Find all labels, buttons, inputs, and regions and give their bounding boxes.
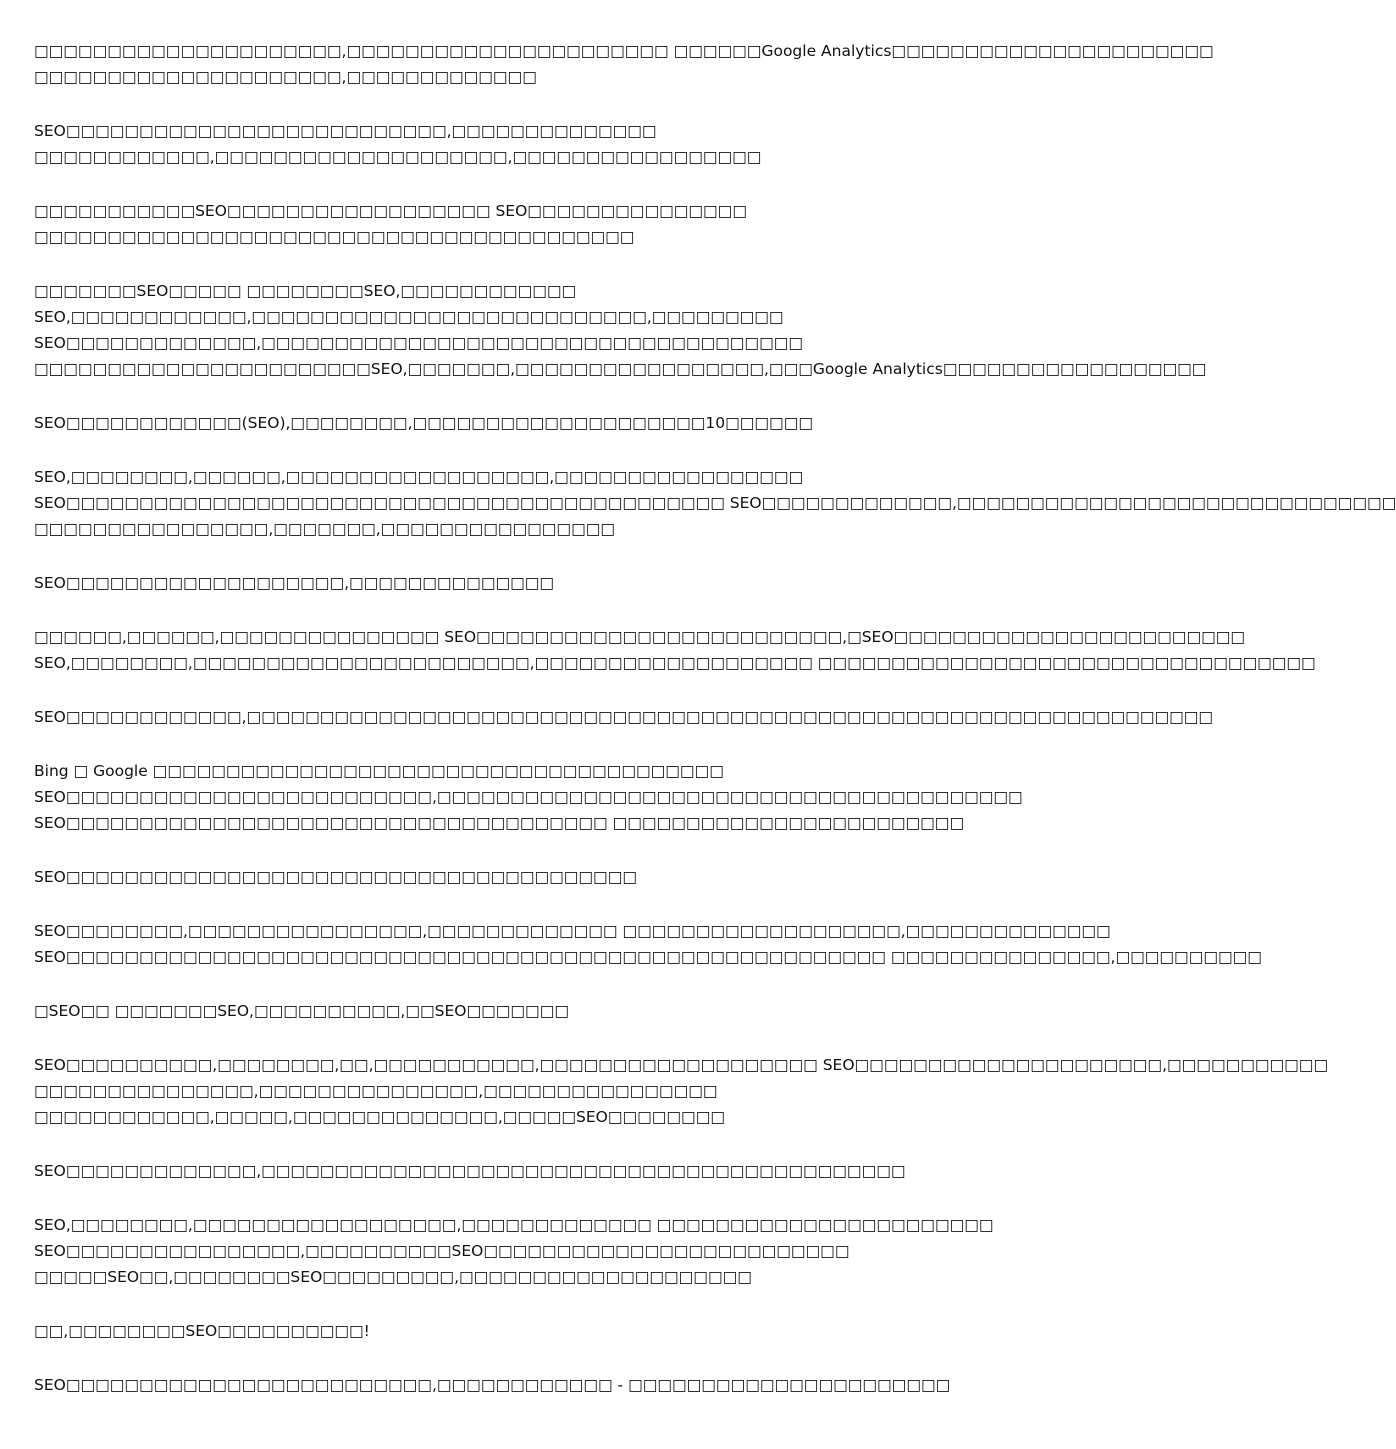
text-line: □□,□□□□□□□□SEO□□□□□□□□□□! xyxy=(34,1322,370,1340)
paragraph xyxy=(34,704,1214,730)
text-line: □□□□□□□□□□□SEO□□□□□□□□□□□□□□□□□□ SEO□□□□□□□□□□□□□□□ xyxy=(34,202,747,220)
text-line: SEO□□□□□□□□□□□□(SEO),□□□□□□□□,□□□□□□□□□□□□□□□□□□□□10□□□□□□ xyxy=(34,414,813,432)
paragraph xyxy=(34,1158,994,1184)
text-line: SEO,□□□□□□□□□□□□,□□□□□□□□□□□□□□□□□□□□□□□□□□□,□□□□□□□□□ xyxy=(34,308,784,326)
text-line: SEO,□□□□□□□□,□□□□□□□□□□□□□□□□□□□□□□□,□□□□□□□□□□□□□□□□□□□ □□□□□□□□□□□□□□□□□□□□□□□□□□□□□□□□□□ xyxy=(34,654,1316,672)
paragraph xyxy=(34,464,1396,542)
text-line: SEO□□□□□□□□□□□□□,□□□□□□□□□□□□□□□□□□□□□□□□□□□□□□□□□□□□□□□□□□□□ xyxy=(34,1162,906,1180)
paragraph xyxy=(34,624,1316,676)
text-line: □□□□□□□□□□□□□□□□□□□□□,□□□□□□□□□□□□□□□□□□□□□□ □□□□□□Google Analytics□□□□□□□□□□□□□□□□□□□□□□ xyxy=(34,42,1214,60)
paragraph xyxy=(34,1212,994,1290)
text-line: SEO□□□□□□□□□□,□□□□□□□□,□□,□□□□□□□□□□□,□□□□□□□□□□□□□□□□□□□ SEO□□□□□□□□□□□□□□□□□□□□□,□□□□□□□□□□□ xyxy=(34,1056,1329,1074)
text-line: □□□□□□□□□□□□□□□□□□□□□,□□□□□□□□□□□□□ xyxy=(34,68,537,86)
text-line: □□□□□□□SEO□□□□□ □□□□□□□□SEO,□□□□□□□□□□□□ xyxy=(34,282,577,300)
text-line: □□□□□SEO□□,□□□□□□□□SEO□□□□□□□□□,□□□□□□□□□□□□□□□□□□□□ xyxy=(34,1268,752,1286)
text-line: SEO□□□□□□□□□□□□□□□□□□□□□□□□□□□□□□□□□□□□□ □□□□□□□□□□□□□□□□□□□□□□□□ xyxy=(34,814,965,832)
text-line: SEO□□□□□□□□□□□□□□□□□□□□□□□□□,□□□□□□□□□□□□□□□□□□□□□□□□□□□□□□□□□□□□□□□□ xyxy=(34,788,1023,806)
paragraph xyxy=(34,1372,994,1398)
text-line: SEO□□□□□□□□□□□□□,□□□□□□□□□□□□□□□□□□□□□□□□□□□□□□□□□□□□□ xyxy=(34,334,803,352)
text-line: □□□□□□□□□□□□□□□,□□□□□□□□□□□□□□□,□□□□□□□□□□□□□□□□ xyxy=(34,1082,718,1100)
text-line: □□□□□□□□□□□□,□□□□□,□□□□□□□□□□□□□□,□□□□□SEO□□□□□□□□ xyxy=(34,1108,725,1126)
text-line: SEO□□□□□□□□□□□□□□□□,□□□□□□□□□□SEO□□□□□□□□□□□□□□□□□□□□□□□□□ xyxy=(34,1242,850,1260)
paragraph xyxy=(34,38,1214,90)
text-line: □□□□□□□□□□□□,□□□□□□□□□□□□□□□□□□□□,□□□□□□□□□□□□□□□□□ xyxy=(34,148,762,166)
text-line: SEO,□□□□□□□□,□□□□□□,□□□□□□□□□□□□□□□□□□,□□□□□□□□□□□□□□□□□ xyxy=(34,468,804,486)
paragraph xyxy=(34,1318,994,1344)
paragraph xyxy=(34,410,994,436)
paragraph xyxy=(34,1052,1329,1130)
paragraph xyxy=(34,278,1207,382)
text-line: Bing □ Google □□□□□□□□□□□□□□□□□□□□□□□□□□□□□□□□□□□□□□□ xyxy=(34,762,724,780)
text-line: □□□□□□□□□□□□□□□□□□□□□□□SEO,□□□□□□□,□□□□□□□□□□□□□□□□□,□□□Google Analytics□□□□□□□□□□□□□□□□□□ xyxy=(34,360,1207,378)
text-line: SEO□□□□□□□□□□□□□□□□□□□□□□□□□□,□□□□□□□□□□□□□□ xyxy=(34,122,657,140)
text-line: SEO□□□□□□□□□□□□□□□□□□□□□□□□□□□□□□□□□□□□□□□□□□□□□ SEO□□□□□□□□□□□□□,□□□□□□□□□□□□□□□□□□□□□□□□□□□□□□ xyxy=(34,494,1396,512)
text-line: SEO,□□□□□□□□,□□□□□□□□□□□□□□□□□□,□□□□□□□□□□□□□ □□□□□□□□□□□□□□□□□□□□□□□ xyxy=(34,1216,994,1234)
text-line: SEO□□□□□□□□,□□□□□□□□□□□□□□□□,□□□□□□□□□□□□□ □□□□□□□□□□□□□□□□□□□,□□□□□□□□□□□□□□ xyxy=(34,922,1111,940)
text-line: SEO□□□□□□□□□□□□□□□□□□□□□□□□□,□□□□□□□□□□□□ - □□□□□□□□□□□□□□□□□□□□□□ xyxy=(34,1376,951,1394)
text-line: □SEO□□ □□□□□□□SEO,□□□□□□□□□□,□□SEO□□□□□□□ xyxy=(34,1002,569,1020)
paragraph xyxy=(34,758,1023,836)
paragraph xyxy=(34,570,994,596)
text-line: □□□□□□□□□□□□□□□□,□□□□□□□,□□□□□□□□□□□□□□□□ xyxy=(34,520,616,538)
text-line: SEO□□□□□□□□□□□□□□□□□□□□□□□□□□□□□□□□□□□□□□□ xyxy=(34,868,637,886)
paragraph xyxy=(34,918,1262,970)
text-line: SEO□□□□□□□□□□□□□□□□□□□□□□□□□□□□□□□□□□□□□□□□□□□□□□□□□□□□□□□□ □□□□□□□□□□□□□□□,□□□□□□□□□□ xyxy=(34,948,1262,966)
paragraph xyxy=(34,118,994,170)
paragraph xyxy=(34,998,994,1024)
text-line: □□□□□□,□□□□□□,□□□□□□□□□□□□□□□ SEO□□□□□□□□□□□□□□□□□□□□□□□□□,□SEO□□□□□□□□□□□□□□□□□□□□□□□□ xyxy=(34,628,1246,646)
text-line: □□□□□□□□□□□□□□□□□□□□□□□□□□□□□□□□□□□□□□□□□ xyxy=(34,228,635,246)
paragraph xyxy=(34,864,994,890)
paragraph xyxy=(34,198,994,250)
text-line: SEO□□□□□□□□□□□□,□□□□□□□□□□□□□□□□□□□□□□□□□□□□□□□□□□□□□□□□□□□□□□□□□□□□□□□□□□□□□□□□□□ xyxy=(34,708,1214,726)
text-line: SEO□□□□□□□□□□□□□□□□□□□,□□□□□□□□□□□□□□ xyxy=(34,574,555,592)
